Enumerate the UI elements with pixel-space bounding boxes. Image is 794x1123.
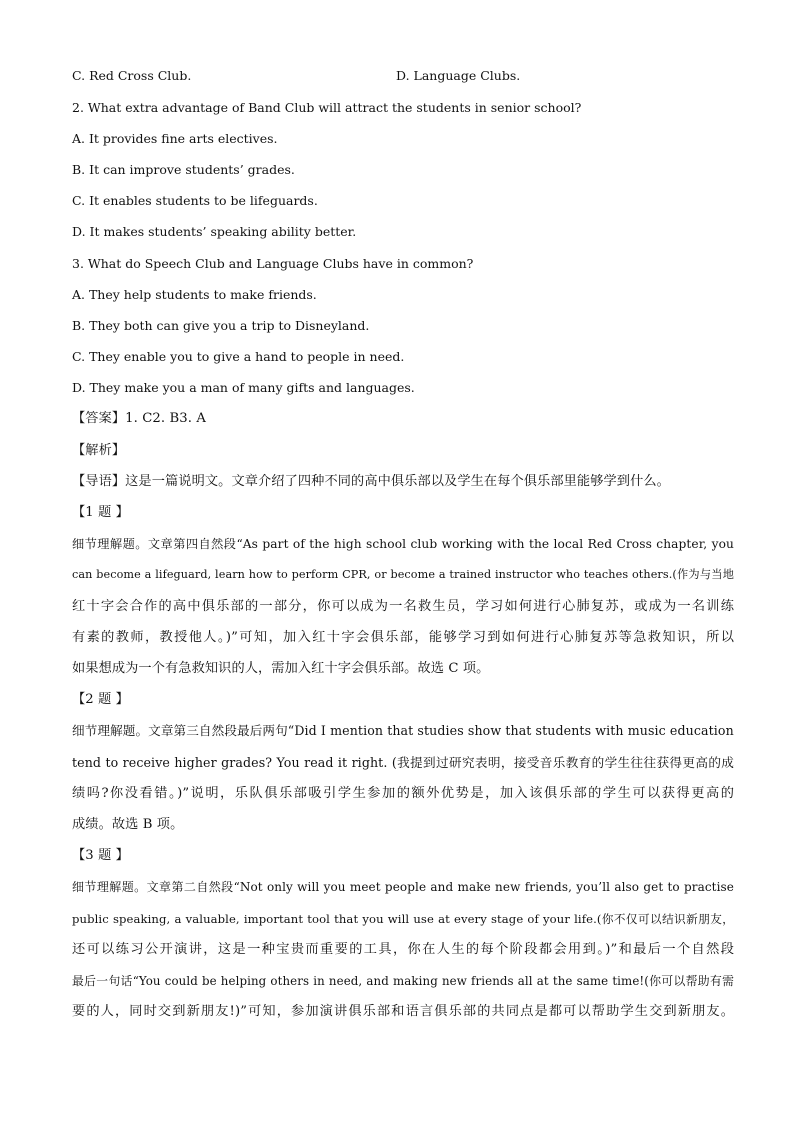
q3-option-b: B. They both can give you a trip to Disneyland. [72, 318, 370, 333]
explanation-3-line-1: 细节理解题。文章第二自然段“Not only will you meet people and make new friends, you’ll also get to practise [72, 880, 734, 894]
q3-option-d: D. They make you a man of many gifts and languages. [72, 380, 415, 395]
explanation-2-line-4: 成绩。故选 B 项。 [72, 817, 184, 832]
q2-stem: 2. What extra advantage of Band Club will attract the students in senior school? [72, 100, 582, 115]
explanation-1-line-4: 有素的教师，教授他人。)”可知，加入红十字会俱乐部，能够学习到如何进行心肺复苏等急救知识，所以 [72, 630, 734, 645]
explanation-3-label: 【3 题 】 [72, 848, 129, 863]
explanation-3-line-4: 最后一句话“You could be helping others in need, and making new friends all at the same time!(你可以帮助有需 [72, 974, 734, 988]
explanation-2-label: 【2 题 】 [72, 692, 129, 707]
q1-option-c: C. Red Cross Club. [72, 68, 192, 83]
explanation-1-line-2: can become a lifeguard, learn how to perform CPR, or become a trained instructor who teaches others.(作为与当地 [72, 568, 734, 581]
explanation-2-line-2: tend to receive higher grades? You read it right. (我提到过研究表明，接受音乐教育的学生往往获得更高的成 [72, 755, 734, 770]
q3-option-a: A. They help students to make friends. [72, 287, 317, 302]
explanation-1-line-5: 如果想成为一个有急救知识的人，需加入红十字会俱乐部。故选 C 项。 [72, 661, 490, 676]
analysis-heading: 【解析】 [72, 443, 126, 458]
explanation-2-line-1: 细节理解题。文章第三自然段最后两句“Did I mention that studies show that students with music education [72, 723, 734, 738]
q2-option-c: C. It enables students to be lifeguards. [72, 193, 318, 208]
explanation-2-line-3: 绩吗?你没看错。)”说明，乐队俱乐部吸引学生参加的额外优势是，加入该俱乐部的学生可以获得更高的 [72, 786, 734, 801]
explanation-3-line-5: 要的人，同时交到新朋友!)”可知，参加演讲俱乐部和语言俱乐部的共同点是都可以帮助学生交到新朋友。 [72, 1004, 734, 1019]
q3-option-c: C. They enable you to give a hand to people in need. [72, 349, 405, 364]
q1-option-d: D. Language Clubs. [396, 68, 521, 83]
explanation-3-line-3: 还可以练习公开演讲，这是一种宝贵而重要的工具，你在人生的每个阶段都会用到。)”和最后一个自然段 [72, 942, 734, 957]
explanation-1-line-1: 细节理解题。文章第四自然段“As part of the high school club working with the local Red Cross chapter, you [72, 537, 734, 551]
intro-line: 【导语】这是一篇说明文。文章介绍了四种不同的高中俱乐部以及学生在每个俱乐部里能够学到什么。 [72, 474, 670, 489]
answer-line: 【答案】1. C2. B3. A [72, 411, 206, 426]
q2-option-d: D. It makes students’ speaking ability better. [72, 224, 357, 239]
q3-stem: 3. What do Speech Club and Language Clubs have in common? [72, 256, 474, 271]
explanation-1-line-3: 红十字会合作的高中俱乐部的一部分，你可以成为一名救生员，学习如何进行心肺复苏，或成为一名训练 [72, 599, 734, 614]
explanation-1-label: 【1 题 】 [72, 505, 129, 520]
q2-option-b: B. It can improve students’ grades. [72, 162, 295, 177]
explanation-3-line-2: public speaking, a valuable, important tool that you will use at every stage of your life.(你不仅可以结识新朋友， [72, 912, 734, 926]
q2-option-a: A. It provides fine arts electives. [72, 131, 278, 146]
